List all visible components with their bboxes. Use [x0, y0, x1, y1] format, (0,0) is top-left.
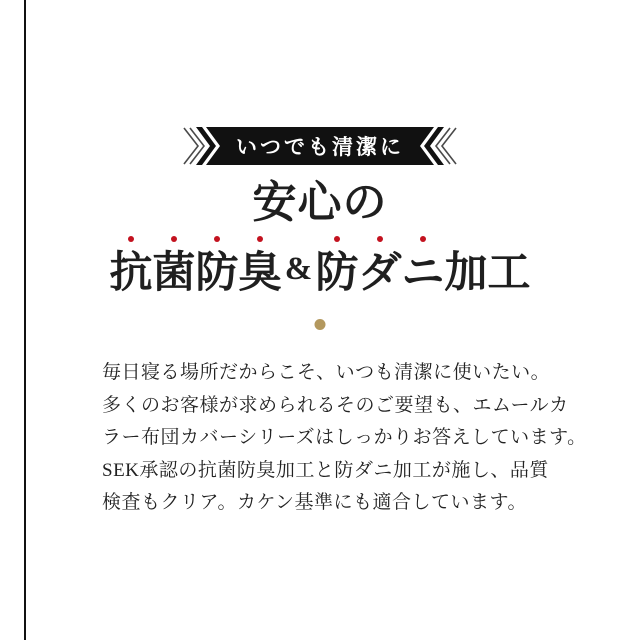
gold-dot-separator-icon	[315, 319, 326, 330]
body-line: 多くのお客様が求められるそのご要望も、エムールカ	[102, 394, 569, 416]
heading-char: ダ	[359, 236, 402, 293]
heading-char: 工	[487, 249, 531, 297]
body-line: 毎日寝る場所だからこそ、いつも清潔に使いたい。	[102, 362, 551, 383]
heading-char: 加	[444, 249, 488, 297]
heading-char: 防	[316, 236, 359, 293]
body-paragraph	[102, 357, 587, 520]
page-left-border	[24, 0, 26, 640]
body-line: ラー布団カバーシリーズはしっかりお答えしています。	[102, 427, 587, 448]
heading-char: 防	[196, 236, 239, 293]
body-line: 検査もクリア。カケン基準にも適合しています。	[102, 492, 528, 513]
body-line: SEK承認の抗菌防臭加工と防ダニ加工が施し、品質	[102, 459, 549, 481]
heading-char: 抗	[110, 236, 153, 293]
heading-emphasis-line	[0, 236, 640, 297]
heading-char: &	[284, 250, 313, 287]
heading-char: 臭	[239, 236, 282, 293]
section-banner	[0, 127, 640, 165]
heading-char: 菌	[153, 236, 196, 293]
heading-char: ニ	[402, 236, 445, 293]
banner-label: いつでも清潔に	[236, 135, 404, 159]
heading-line1: 安心の	[252, 178, 388, 227]
